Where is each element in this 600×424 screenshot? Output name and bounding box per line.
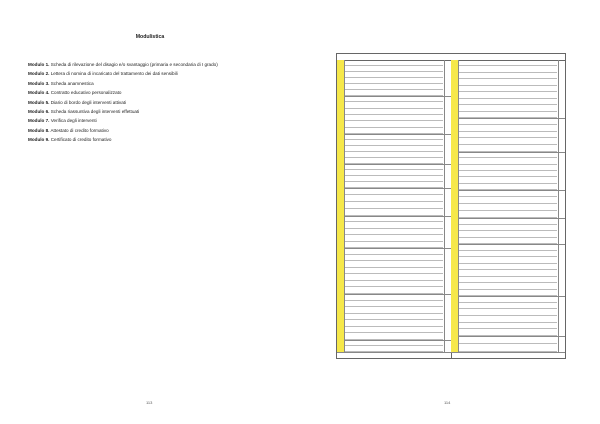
category-band [451,190,459,218]
category-band [451,336,459,352]
table-section [337,96,451,135]
list-item: Modulo 7. Verifica degli interventi [28,118,97,124]
table-section [451,336,565,353]
table-row [459,329,557,336]
page-title: Modulistica [135,34,165,40]
table-section [451,190,565,219]
table-row [459,316,557,323]
checkbox-column [558,244,565,296]
table-section [337,60,451,97]
checkbox-column [444,340,451,352]
category-band [337,60,345,96]
checkbox-column [558,190,565,218]
list-item: Modulo 1. Scheda di rilevazione del disagio e/o svantaggio (primaria e secondaria di I grado) [28,62,218,67]
table-row [345,333,443,340]
table-row [459,118,557,125]
table-row [459,138,557,145]
table-section [337,134,451,165]
table-row [345,281,443,288]
table-section [451,60,565,119]
form-table [336,53,566,359]
category-band [337,134,345,164]
table-section [451,296,565,337]
table-row [459,296,557,303]
table-row [345,346,443,352]
table-row [459,197,557,204]
table-row [345,202,443,209]
table-section [337,248,451,295]
checkbox-column [444,96,451,134]
table-section [451,152,565,191]
list-item: Modulo 5. Diario di bordo degli interventi attivati [28,99,127,105]
table-row [459,125,557,132]
table-row [459,309,557,316]
table-row [459,132,557,139]
category-band [451,296,459,336]
category-band [451,244,459,296]
table-section [337,188,451,217]
checkbox-column [444,216,451,248]
list-item: Modulo 3. Scheda anamnestica [28,80,94,86]
category-band [337,96,345,134]
list-item: Modulo 9. Certificato di credito formativo [28,137,112,143]
table-section [451,218,565,245]
table-row [345,327,443,334]
table-section [451,118,565,153]
checkbox-column [558,60,565,118]
checkbox-column [444,134,451,164]
table-row [459,323,557,330]
table-row [345,314,443,321]
table-section [337,294,451,341]
checkbox-column [444,294,451,340]
category-band [337,216,345,248]
category-band [451,118,459,152]
table-row [459,190,557,197]
table-row [459,204,557,211]
page-number: 114 [444,400,451,405]
category-band [451,60,459,118]
category-band [337,340,345,352]
checkbox-column [558,336,565,352]
table-row [459,336,557,344]
table-row [345,287,443,294]
list-item: Modulo 4. Contratto educativo personalizzato [28,90,122,96]
category-band [337,294,345,340]
table-row [345,301,443,308]
checkbox-column [444,248,451,294]
category-band [451,152,459,190]
category-band [451,218,459,244]
checkbox-column [444,188,451,216]
table-row [459,344,557,352]
table-row [345,188,443,195]
table-row [345,195,443,202]
checkbox-column [558,218,565,244]
category-band [337,188,345,216]
table-section [451,244,565,297]
table-row [459,303,557,310]
right-page [300,0,600,424]
module-list [28,60,290,145]
list-item: Modulo 2. Lettera di nomina di incaricato del trattamento dei dati sensibili [28,71,178,77]
list-item: Modulo 8. Attestato di credito formativo [28,127,109,133]
table-row [459,145,557,152]
table-row [345,209,443,216]
category-band [337,164,345,188]
table-row [345,268,443,275]
table-section [337,164,451,189]
table-section [337,216,451,249]
table-section [337,340,451,353]
table-row [345,255,443,262]
list-item: Modulo 6. Scheda riassuntiva degli interventi effettuati [28,109,140,115]
category-band [337,248,345,294]
page-number: 113 [146,400,153,405]
checkbox-column [444,60,451,96]
table-row [459,211,557,218]
checkbox-column [558,296,565,336]
checkbox-column [558,118,565,152]
checkbox-column [444,164,451,188]
checkbox-column [558,152,565,190]
